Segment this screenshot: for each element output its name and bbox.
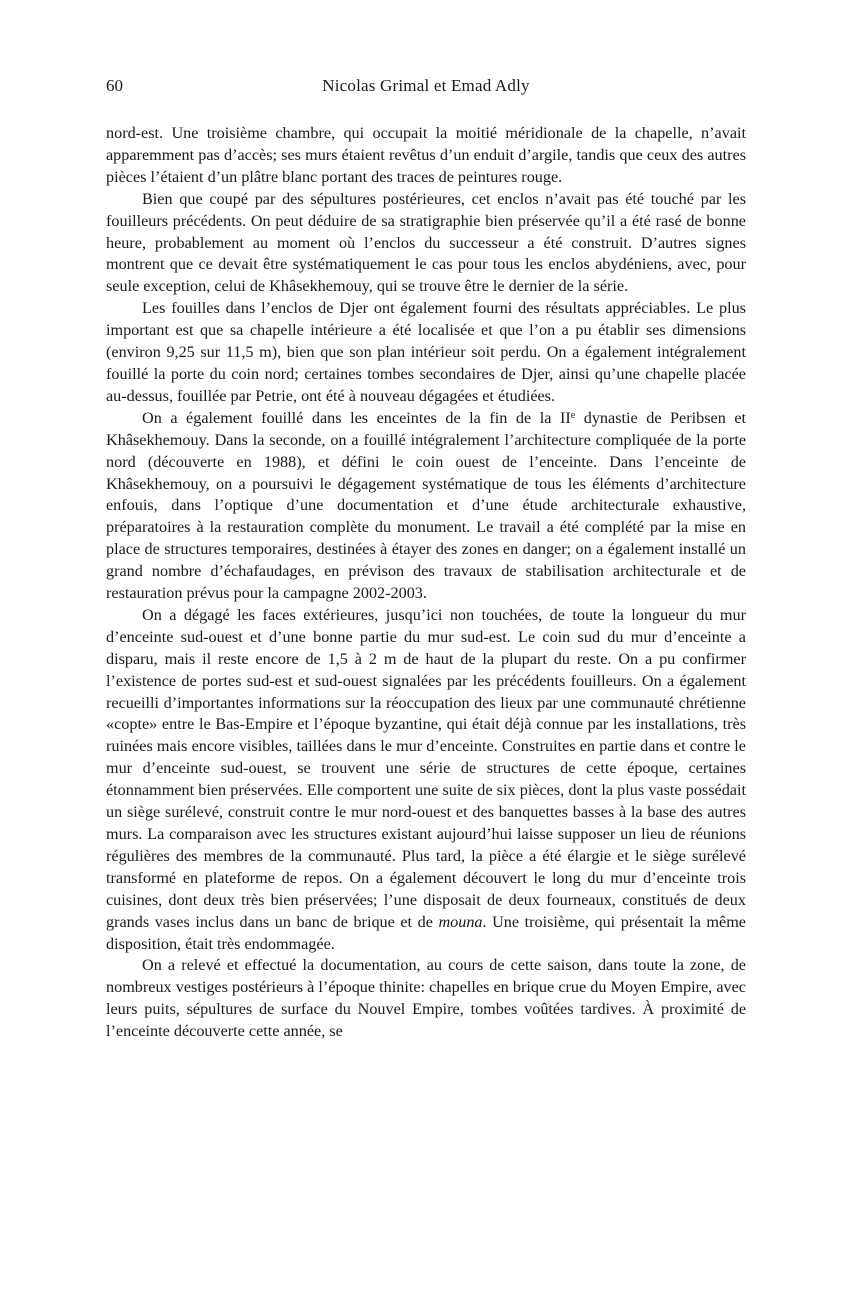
text-segment: On a relevé et effectué la documentation, au cours de cette saison, dans toute la zone, de nombreux vestiges postérieurs à l’époque thinite: chapelles en brique crue du Moyen Empire, avec leurs puits, sépultures de surface du Nouvel Empire, tombes voûtées tardives. À proximité de l’enceinte découverte cette année, se [106, 956, 746, 1041]
paragraph [106, 955, 746, 1043]
paragraph [106, 189, 746, 299]
text-segment: Bien que coupé par des sépultures postérieures, cet enclos n’avait pas été touché par les fouilleurs précédents. On peut déduire de sa stratigraphie bien préservée qu’il a été rasé de bonne heure, probablement au moment où l’enclos du successeur a été construit. D’autres signes montrent que ce devait être systématiquement le cas pour tous les enclos abydéniens, avec, pour seule exception, celui de Khâsekhemouy, qui se trouve être le dernier de la série. [106, 189, 746, 296]
page-number: 60 [106, 76, 123, 95]
text-segment: Les fouilles dans l’enclos de Djer ont également fourni des résultats appréciables. Le plus important est que sa chapelle intérieure a été localisée et que l’on a pu établir ses dimensions (environ 9,25 sur 11,5 m), bien que son plan intérieur soit perdu. On a également intégralement fouillé la porte du coin nord; certaines tombes secondaires de Djer, ainsi qu’une chapelle placée au-dessus, fouillée par Petrie, ont été à nouveau dégagées et étudiées. [106, 299, 746, 405]
text-segment: dynastie de Peribsen et Khâsekhemouy. Dans la seconde, on a fouillé intégralement l’architecture compliquée de la porte nord (découverte en 1988), et défini le coin ouest de l’enceinte. Dans l’enceinte de Khâsekhemouy, on a poursuivi le dégagement systématique de tous les éléments d’architecture enfouis, dans l’optique d’une documentation et d’une étude architecturale exhaustive, préparatoires à la restauration complète du monument. Le travail a été complété par la mise en place de structures temporaires, destinées à étayer des zones en danger; on a également installé un grand nombre d’échafaudages, en prévison des travaux de stabilisation architecturale et de restauration prévus pour la campagne 2002-2003. [106, 408, 747, 603]
paragraph [106, 408, 746, 605]
superscript: e [570, 409, 576, 421]
paragraph [106, 605, 746, 956]
paragraph [106, 123, 746, 189]
paragraph [106, 298, 746, 408]
text-segment: nord-est. Une troisième chambre, qui occupait la moitié méridionale de la chapelle, n’avait apparemment pas d’accès; ses murs étaient revêtus d’un enduit d’argile, tandis que ceux des autres pièces l’étaient d’un plâtre blanc portant des traces de peintures rouge. [106, 124, 746, 186]
text-segment: On a dégagé les faces extérieures, jusqu’ici non touchées, de toute la longueur du mur d’enceinte sud-ouest et d’une bonne partie du mur sud-est. Le coin sud du mur d’enceinte a disparu, mais il reste encore de 1,5 à 2 m de haut de la plupart du reste. On a pu confirmer l’existence de portes sud-est et sud-ouest signalées par les précédents fouilleurs. On a également recueilli d’importantes informations sur la réoccupation des lieux par une communauté chrétienne «copte» entre le Bas-Empire et l’époque byzantine, qui était déjà connue par les installations, très ruinées mais encore visibles, taillées dans le mur d’enceinte. Construites en partie dans et contre le mur d’enceinte sud-ouest, se trouvent une série de structures de cette époque, certaines étonnamment bien préservées. Elle comportent une suite de six pièces, dont la plus vaste possédait un siège surélevé, construit contre le mur nord-ouest et des banquettes basses à la base des autres murs. La comparaison avec les structures existant aujourd’hui laisse supposer un lieu de réunions régulières des membres de la communauté. Plus tard, la pièce a été élargie et le siège surélevé transformé en plateforme de repos. On a également découvert le long du mur d’enceinte trois cuisines, dont deux très bien préservées; l’une disposait de deux fourneaux, constitués de deux grands vases inclus dans un banc de brique et de [106, 605, 746, 931]
italic-term: mouna [438, 912, 483, 931]
text-segment: . Une troisième, qui présentait la même disposition, était très endommagée. [106, 912, 746, 953]
text-segment: On a également fouillé dans les enceintes de la fin de la II [142, 408, 571, 427]
running-title: Nicolas Grimal et Emad Adly [322, 76, 530, 95]
page-header [106, 76, 746, 102]
body-text [106, 123, 746, 1043]
